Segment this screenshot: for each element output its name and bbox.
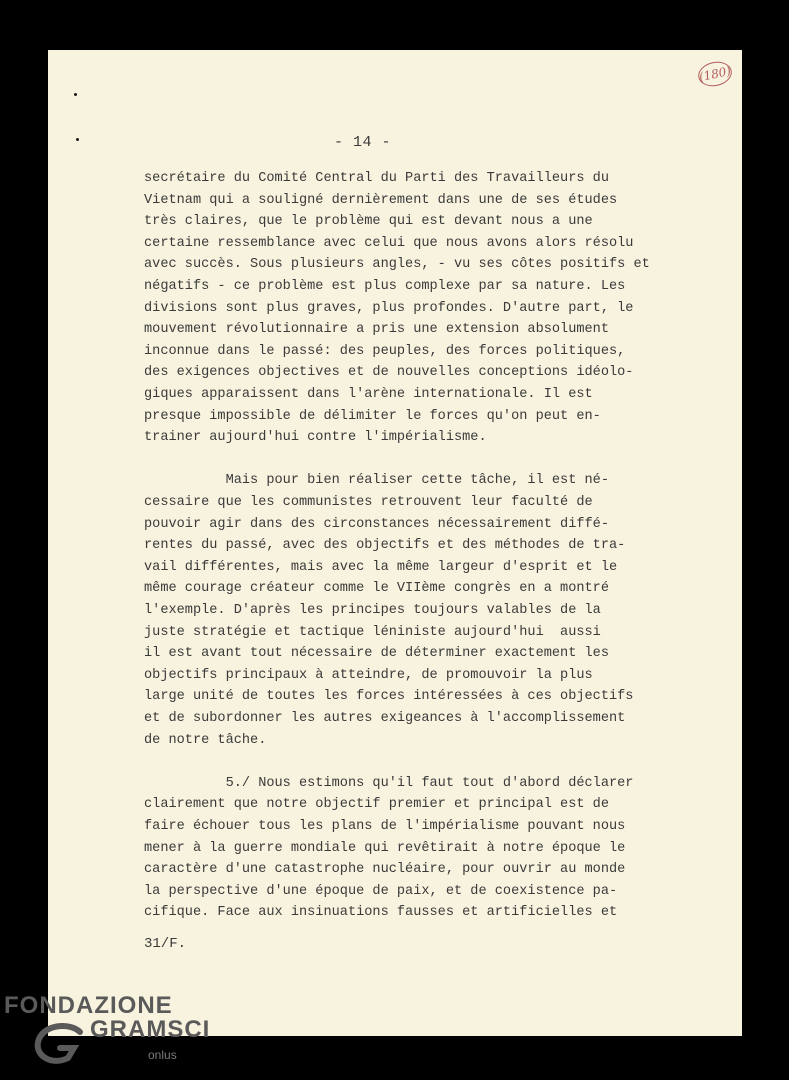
text-line: divisions sont plus graves, plus profondes. D'autre part, le	[144, 300, 634, 316]
text-line: inconnue dans le passé: des peuples, des forces politiques,	[144, 343, 626, 359]
text-line: caractère d'une catastrophe nucléaire, pour ouvrir au monde	[144, 862, 626, 878]
text-line: Vietnam qui a souligné dernièrement dans une de ses études	[144, 192, 618, 208]
text-line: cifique. Face aux insinuations fausses et artificielles et	[144, 905, 618, 921]
text-line: secrétaire du Comité Central du Parti des Travailleurs du	[144, 171, 609, 186]
punch-mark	[74, 93, 77, 96]
text-line: de notre tâche.	[144, 732, 267, 748]
gramsci-logo-icon	[30, 1018, 90, 1068]
text-line: large unité de toutes les forces intéressées à ces objectifs	[144, 689, 634, 705]
watermark-logo	[0, 990, 211, 1080]
text-line: 5./ Nous estimons qu'il faut tout d'abord déclarer	[144, 775, 634, 791]
text-line: très claires, que le problème qui est devant nous a une	[144, 214, 593, 230]
folio-stamp: (180)	[696, 59, 734, 90]
text-line: vail différentes, mais avec la même largeur d'esprit et le	[144, 559, 618, 575]
page-number: - 14 -	[334, 134, 392, 151]
text-line: faire échouer tous les plans de l'impérialisme pouvant nous	[144, 819, 626, 834]
text-line: pouvoir agir dans des circonstances nécessairement diffé-	[144, 516, 609, 532]
text-line: giques apparaissent dans l'arène internationale. Il est	[144, 387, 593, 402]
text-line: cessaire que les communistes retrouvent leur faculté de	[144, 495, 593, 510]
text-line: même courage créateur comme le VIIème congrès en a montré	[144, 581, 609, 597]
text-line: la perspective d'une époque de paix, et de coexistence pa-	[144, 883, 618, 899]
text-line: et de subordonner les autres exigeances à l'accomplissement	[144, 711, 626, 726]
text-line: presque impossible de délimiter le forces qu'on peut en-	[144, 408, 601, 424]
watermark-line1: FONDAZIONE	[4, 992, 173, 1019]
text-line: trainer aujourd'hui contre l'impérialisme.	[144, 430, 487, 446]
text-line: juste stratégie et tactique léniniste aujourd'hui aussi	[144, 624, 601, 640]
watermark-line3: onlus	[148, 1048, 177, 1062]
punch-mark	[76, 138, 79, 141]
text-line: certaine ressemblance avec celui que nous avons alors résolu	[144, 235, 634, 251]
document-page	[48, 50, 742, 1036]
text-line: des exigences objectives et de nouvelles conceptions idéolo-	[144, 365, 634, 381]
footer-reference: 31/F.	[144, 936, 187, 952]
text-line: avec succès. Sous plusieurs angles, - vu ses côtes positifs et	[144, 257, 650, 273]
text-line: objectifs principaux à atteindre, de promouvoir la plus	[144, 667, 593, 683]
text-line: négatifs - ce problème est plus complexe par sa nature. Les	[144, 279, 626, 294]
text-line: rentes du passé, avec des objectifs et des méthodes de tra-	[144, 538, 626, 554]
text-line: il est avant tout nécessaire de déterminer exactement les	[144, 646, 609, 662]
text-line: l'exemple. D'après les principes toujours valables de la	[144, 603, 601, 618]
watermark-line2: GRAMSCI	[90, 1016, 211, 1043]
text-line: clairement que notre objectif premier et principal est de	[144, 797, 609, 813]
text-line: mener à la guerre mondiale qui revêtirait à notre époque le	[144, 840, 626, 856]
text-line: Mais pour bien réaliser cette tâche, il est né-	[144, 473, 609, 489]
text-line: mouvement révolutionnaire a pris une extension absolument	[144, 322, 609, 338]
